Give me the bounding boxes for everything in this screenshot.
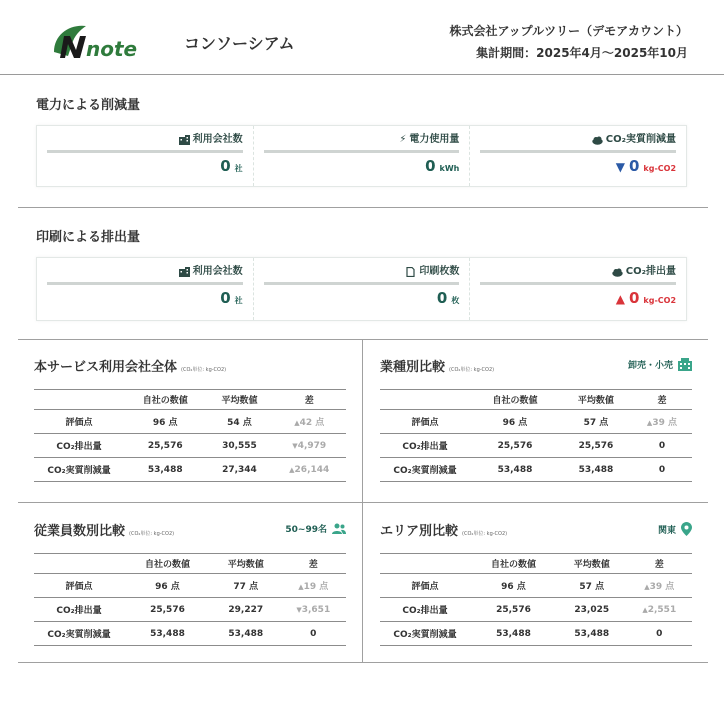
building-icon (179, 267, 190, 277)
down-arrow-icon: ▼ (292, 441, 298, 450)
up-arrow-icon: ▲ (646, 419, 653, 427)
table-row: 評価点 96 点 57 点 ▲39 点 (380, 410, 692, 434)
card-label: 利用会社数 (192, 134, 243, 145)
down-arrow-icon: ▼ (615, 160, 625, 174)
comparison-table (380, 553, 692, 646)
down-arrow-icon: ▼ (296, 605, 302, 614)
unit-note: (CO₂単位: kg-CO2) (449, 367, 495, 373)
period-range: 集計期間：2025年4月〜2025年10月 (476, 46, 688, 60)
company-name: 株式会社アップルツリー（デモアカウント） (449, 24, 688, 38)
up-arrow-icon: ▲ (615, 292, 625, 306)
panel-title: 従業員数別比較 (34, 524, 126, 539)
card-unit: kg-CO2 (643, 296, 677, 305)
card-divider (264, 282, 460, 285)
table-row: 評価点 96 点 54 点 ▲42 点 (34, 410, 346, 434)
card-unit: kWh (439, 164, 460, 173)
card-unit: 社 (234, 296, 243, 305)
tag-label: 関東 (657, 525, 676, 536)
area-comparison-panel (380, 520, 692, 646)
card-value: 0 (628, 289, 640, 307)
table-row: CO₂実質削減量 53,488 53,488 0 (380, 622, 692, 646)
table-row: 評価点 96 点 57 点 ▲39 点 (380, 574, 692, 598)
table-row: CO₂排出量 25,576 29,227 ▼3,651 (34, 598, 346, 622)
card-divider (264, 150, 460, 153)
store-icon (678, 358, 692, 371)
card-value: 0 (220, 157, 231, 175)
table-row: CO₂実質削減量 53,488 53,488 0 (380, 458, 692, 482)
printing-sheets-card (253, 258, 470, 320)
table-row: CO₂実質削減量 53,488 53,488 0 (34, 622, 346, 646)
card-divider (480, 150, 676, 153)
tag-label: 卸売・小売 (627, 361, 673, 371)
electricity-usage-card (253, 126, 470, 186)
up-arrow-icon: ▲ (294, 419, 300, 427)
comparison-table (34, 553, 346, 646)
unit-note: (CO₂単位: kg-CO2) (181, 367, 227, 373)
printing-companies-card (37, 258, 253, 320)
card-unit: 枚 (451, 296, 460, 305)
table-header-row: 自社の数値 平均数値 差 (380, 554, 692, 574)
col-avg: 平均数値 (221, 396, 258, 406)
app-title: コンソーシアム (184, 34, 295, 53)
card-unit: kg-CO2 (643, 164, 677, 173)
table-row: CO₂排出量 25,576 23,025 ▲2,551 (380, 598, 692, 622)
cloud-icon (612, 267, 623, 277)
electricity-kpi-panel (36, 125, 687, 187)
industry-comparison-panel (380, 356, 692, 482)
table-header-row: 自社の数値 平均数値 差 (34, 554, 346, 574)
card-divider (47, 150, 243, 153)
table-row: CO₂実質削減量 53,488 27,344 ▲26,144 (34, 458, 346, 482)
card-divider (480, 282, 676, 285)
document-icon (405, 267, 416, 277)
card-label: CO₂排出量 (625, 266, 677, 277)
card-unit: 社 (234, 164, 243, 173)
card-divider (47, 282, 243, 285)
comparison-table (380, 389, 692, 482)
card-label: 印刷枚数 (419, 266, 460, 277)
panel-title: エリア別比較 (380, 524, 459, 539)
electricity-companies-card (37, 126, 253, 186)
table-row: CO₂排出量 25,576 30,555 ▼4,979 (34, 434, 346, 458)
map-pin-icon (681, 522, 692, 536)
table-header-row (34, 390, 346, 410)
logo-text: note (86, 37, 138, 61)
lightning-icon: ⚡ (399, 134, 407, 145)
section-divider (18, 207, 708, 208)
users-icon (332, 523, 346, 534)
employee-comparison-panel (34, 520, 346, 646)
up-arrow-icon: ▲ (289, 465, 295, 474)
employee-tag (285, 522, 346, 535)
tag-label: 50~99名 (285, 525, 327, 535)
comparison-table (34, 389, 346, 482)
area-tag (658, 522, 692, 536)
unit-note: (CO₂単位: kg-CO2) (462, 531, 508, 537)
cloud-icon (592, 135, 603, 145)
electricity-section-title: 電力による削減量 (36, 98, 141, 113)
header (0, 0, 724, 75)
printing-section-title: 印刷による排出量 (36, 230, 141, 245)
panel-title: 業種別比較 (380, 360, 446, 375)
section-divider (18, 502, 708, 503)
printing-co2-card (469, 258, 686, 320)
electricity-co2-card (469, 126, 686, 186)
card-value: 0 (436, 289, 448, 307)
card-label: 利用会社数 (192, 266, 243, 277)
table-header-row: 自社の数値 平均数値 差 (380, 390, 692, 410)
up-arrow-icon: ▲ (298, 583, 304, 591)
table-row: CO₂排出量 25,576 25,576 0 (380, 434, 692, 458)
card-label: 電力使用量 (409, 134, 460, 145)
card-value: 0 (628, 157, 640, 175)
column-divider (362, 339, 363, 662)
overall-comparison-panel (34, 356, 346, 482)
table-row: 評価点 96 点 77 点 ▲19 点 (34, 574, 346, 598)
up-arrow-icon: ▲ (642, 605, 648, 614)
section-divider (18, 339, 708, 340)
unit-note: (CO₂単位: kg-CO2) (129, 531, 175, 537)
logo-icon[interactable] (50, 22, 142, 66)
col-mine: 自社の数値 (142, 396, 188, 406)
card-value: 0 (425, 157, 436, 175)
section-divider (18, 662, 708, 663)
up-arrow-icon: ▲ (644, 583, 650, 591)
card-label: CO₂実質削減量 (605, 134, 677, 145)
printing-kpi-panel (36, 257, 687, 321)
card-value: 0 (220, 289, 231, 307)
panel-title: 本サービス利用会社全体 (34, 360, 178, 375)
col-diff: 差 (304, 396, 314, 406)
industry-tag (628, 358, 692, 371)
building-icon (179, 135, 190, 145)
